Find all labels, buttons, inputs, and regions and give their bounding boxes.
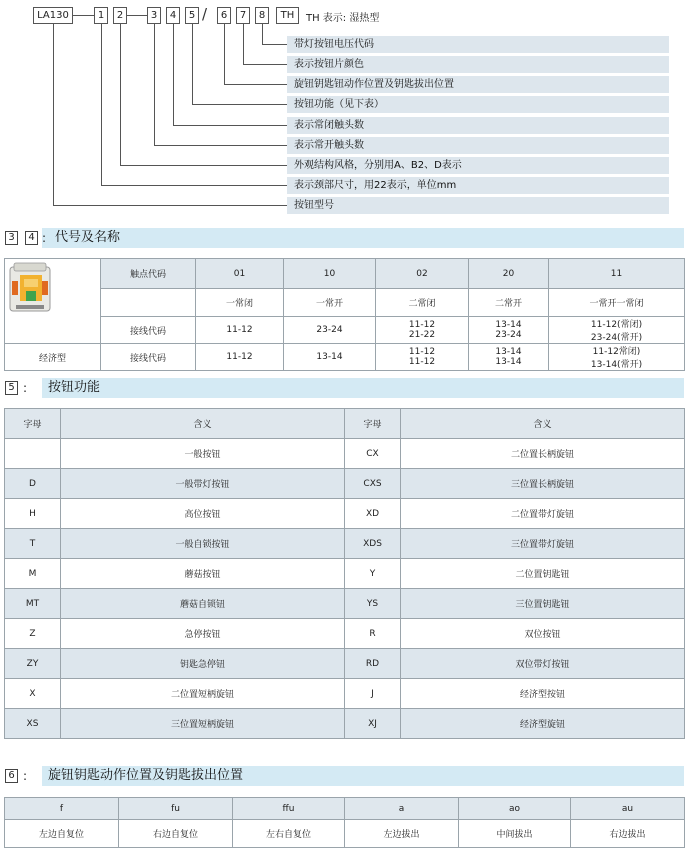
function-meaning: 双位带灯按钮 — [401, 649, 685, 679]
function-letter: Y — [345, 559, 401, 589]
key-position-code: ao — [459, 798, 571, 820]
contact-name: 二常闭 — [376, 289, 469, 317]
contact-code: 10 — [284, 259, 376, 289]
key-position-meaning: 右边自复位 — [119, 820, 233, 848]
function-meaning: 钥匙急停钮 — [61, 649, 345, 679]
wiring-code: 13-14 13-14 — [469, 344, 549, 371]
leader-line — [243, 24, 244, 64]
contact-code: 11 — [549, 259, 685, 289]
function-meaning: 急停按钮 — [61, 619, 345, 649]
key-position-meaning: 左右自复位 — [233, 820, 345, 848]
code-position-3: 3 — [147, 7, 161, 24]
function-letter: R — [345, 619, 401, 649]
leader-line — [53, 205, 287, 206]
leader-line — [224, 24, 225, 84]
leader-line — [192, 104, 287, 105]
code-position-8: 8 — [255, 7, 269, 24]
function-meaning: 三位置短柄旋钮 — [61, 709, 345, 739]
function-letter: ZY — [5, 649, 61, 679]
button-function-table — [4, 408, 685, 739]
contact-code-header: 触点代码 — [101, 259, 196, 289]
function-letter: J — [345, 679, 401, 709]
model-code-box: LA130 — [33, 7, 73, 24]
function-meaning: 经济型按钮 — [401, 679, 685, 709]
code-position-7: 7 — [236, 7, 250, 24]
section-header-key-positions — [0, 766, 688, 786]
annotation-neck-size: 表示颈部尺寸，用22表示，单位mm — [287, 177, 669, 194]
function-letter: XS — [5, 709, 61, 739]
leader-line — [224, 84, 287, 85]
function-meaning: 二位置长柄旋钮 — [401, 439, 685, 469]
annotation-no-contacts: 表示常开触头数 — [287, 137, 669, 154]
section-number: 6 — [5, 769, 18, 783]
contact-code-table — [4, 258, 685, 371]
th-code-box: TH — [276, 7, 299, 24]
wiring-code: 11-12 21-22 — [376, 317, 469, 344]
function-letter: Z — [5, 619, 61, 649]
table-row — [5, 709, 685, 739]
contact-code: 02 — [376, 259, 469, 289]
table-row — [5, 439, 685, 469]
wiring-code: 13-14 23-24 — [469, 317, 549, 344]
key-position-code: a — [345, 798, 459, 820]
annotation-nc-contacts: 表示常闭触头数 — [287, 117, 669, 134]
leader-line — [154, 24, 155, 145]
dash-separator — [73, 15, 94, 16]
annotation-style: 外观结构风格，分别用A、B2、D表示 — [287, 157, 669, 174]
function-letter: CXS — [345, 469, 401, 499]
th-note: TH 表示: 湿热型 — [306, 13, 380, 24]
contact-code: 01 — [196, 259, 284, 289]
function-meaning: 三位置钥匙钮 — [401, 589, 685, 619]
wiring-code: 11-12常闭) 13-14(常开) — [549, 344, 685, 371]
section-header-functions — [0, 378, 688, 398]
annotation-voltage-code: 带灯按钮电压代码 — [287, 36, 669, 53]
function-letter: MT — [5, 589, 61, 619]
function-meaning: 蘑菇按钮 — [61, 559, 345, 589]
section-bar — [42, 378, 684, 398]
function-meaning: 二位置钥匙钮 — [401, 559, 685, 589]
leader-line — [262, 24, 263, 44]
code-position-4: 4 — [166, 7, 180, 24]
table-row — [5, 619, 685, 649]
wiring-code: 13-14 — [284, 344, 376, 371]
key-position-code: fu — [119, 798, 233, 820]
function-letter: XD — [345, 499, 401, 529]
wiring-label: 接线代码 — [101, 344, 196, 371]
contact-code: 20 — [469, 259, 549, 289]
leader-line — [120, 24, 121, 165]
contact-name: 一常闭 — [196, 289, 284, 317]
model-code-diagram — [0, 0, 688, 222]
wiring-code: 23-24 — [284, 317, 376, 344]
letter-header: 字母 — [5, 409, 61, 439]
section-title: 代号及名称 — [55, 230, 121, 245]
section-title: 旋钮钥匙动作位置及钥匙拔出位置 — [48, 768, 244, 783]
code-position-6: 6 — [217, 7, 231, 24]
leader-line — [192, 24, 193, 104]
code-position-5: 5 — [185, 7, 199, 24]
table-row — [5, 499, 685, 529]
wiring-code: 11-12 — [196, 317, 284, 344]
function-meaning: 经济型旋钮 — [401, 709, 685, 739]
dash-separator — [127, 15, 147, 16]
table-row — [5, 529, 685, 559]
function-meaning: 三位置长柄旋钮 — [401, 469, 685, 499]
wiring-label: 接线代码 — [101, 317, 196, 344]
empty-cell — [101, 289, 196, 317]
table-row — [5, 559, 685, 589]
table-row — [5, 679, 685, 709]
function-letter: T — [5, 529, 61, 559]
wiring-code: 11-12 — [196, 344, 284, 371]
key-position-code: au — [571, 798, 685, 820]
section-header-contacts — [0, 228, 688, 248]
function-letter: XJ — [345, 709, 401, 739]
letter-header: 字母 — [345, 409, 401, 439]
function-meaning: 三位置带灯旋钮 — [401, 529, 685, 559]
key-position-meaning: 中间拔出 — [459, 820, 571, 848]
key-position-table — [4, 797, 685, 848]
function-letter: M — [5, 559, 61, 589]
annotation-model: 按钮型号 — [287, 197, 669, 214]
function-letter — [5, 439, 61, 469]
function-letter: X — [5, 679, 61, 709]
annotation-function: 按钮功能（见下表） — [287, 96, 669, 113]
image-cell — [5, 259, 101, 344]
function-meaning: 双位按钮 — [401, 619, 685, 649]
function-letter: RD — [345, 649, 401, 679]
wiring-code: 11-12(常闭) 23-24(常开) — [549, 317, 685, 344]
meaning-header: 含义 — [401, 409, 685, 439]
section-bar — [42, 228, 684, 248]
section-colon: : — [23, 769, 28, 783]
section-title: 按钮功能 — [48, 380, 101, 395]
annotation-color: 表示按钮片颜色 — [287, 56, 669, 73]
section-number: 3 — [5, 231, 18, 245]
function-meaning: 一般按钮 — [61, 439, 345, 469]
section-colon: : — [23, 381, 28, 395]
annotation-action-position: 旋钮钥匙钮动作位置及钥匙拔出位置 — [287, 76, 669, 93]
section-number: 5 — [5, 381, 18, 395]
code-position-1: 1 — [94, 7, 108, 24]
section-colon: : — [42, 231, 47, 245]
leader-line — [53, 24, 54, 205]
contact-name: 一常开一常闭 — [549, 289, 685, 317]
leader-line — [120, 165, 287, 166]
key-position-code: ffu — [233, 798, 345, 820]
slash-separator: / — [202, 5, 208, 23]
contact-name: 二常开 — [469, 289, 549, 317]
leader-line — [173, 125, 287, 126]
key-position-meaning: 左边拔出 — [345, 820, 459, 848]
function-meaning: 二位置短柄旋钮 — [61, 679, 345, 709]
section-number: 4 — [25, 231, 38, 245]
function-meaning: 蘑菇自锁钮 — [61, 589, 345, 619]
function-meaning: 一般带灯按钮 — [61, 469, 345, 499]
economy-label: 经济型 — [5, 344, 101, 371]
leader-line — [243, 64, 287, 65]
function-letter: H — [5, 499, 61, 529]
wiring-code: 11-12 11-12 — [376, 344, 469, 371]
function-letter: YS — [345, 589, 401, 619]
function-meaning: 高位按钮 — [61, 499, 345, 529]
function-letter: CX — [345, 439, 401, 469]
function-meaning: 二位置带灯旋钮 — [401, 499, 685, 529]
table-row — [5, 469, 685, 499]
meaning-header: 含义 — [61, 409, 345, 439]
key-position-code: f — [5, 798, 119, 820]
leader-line — [173, 24, 174, 125]
key-position-meaning: 左边自复位 — [5, 820, 119, 848]
function-letter: XDS — [345, 529, 401, 559]
key-position-meaning: 右边拔出 — [571, 820, 685, 848]
table-row — [5, 589, 685, 619]
leader-line — [262, 44, 287, 45]
table-row — [5, 649, 685, 679]
function-letter: D — [5, 469, 61, 499]
leader-line — [101, 24, 102, 185]
leader-line — [101, 185, 287, 186]
leader-line — [154, 145, 287, 146]
function-meaning: 一般自锁按钮 — [61, 529, 345, 559]
code-position-2: 2 — [113, 7, 127, 24]
contact-name: 一常开 — [284, 289, 376, 317]
